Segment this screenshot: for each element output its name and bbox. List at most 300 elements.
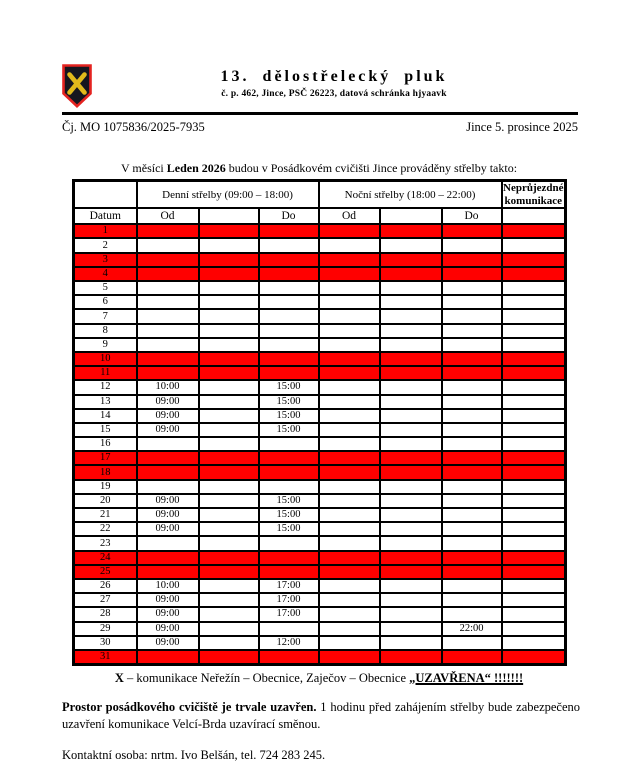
cell-day-od [137, 295, 199, 309]
cell-impassable [502, 551, 566, 565]
intro-sentence [0, 161, 638, 176]
cell-day-od [137, 224, 199, 238]
cell-day-od: 09:00 [137, 622, 199, 636]
cell-impassable [502, 409, 566, 423]
closure-note-rest: 1 hodinu před zahájením střelby bude zabezpečeno uzavření komunikace Velcí-Brda uzavírací směnou. [62, 700, 581, 731]
cell-impassable [502, 522, 566, 536]
cell-impassable [502, 267, 566, 281]
table-group-header-row [74, 181, 566, 209]
schedule-row [74, 465, 566, 479]
cell-day-od [137, 437, 199, 451]
cell-day-od [137, 352, 199, 366]
cell-night-do [442, 650, 502, 665]
cell-night-od [319, 480, 380, 494]
column-header-day-od: Od [137, 208, 199, 224]
cell-day-do: 15:00 [259, 395, 319, 409]
schedule-row [74, 607, 566, 621]
cell-day-do [259, 536, 319, 550]
column-header-impassable-blank [502, 208, 566, 224]
cell-night-do [442, 423, 502, 437]
cell-day-do: 15:00 [259, 380, 319, 394]
cell-night-mid [380, 253, 442, 267]
cell-night-od [319, 423, 380, 437]
cell-day-do: 15:00 [259, 508, 319, 522]
cell-night-do [442, 409, 502, 423]
schedule-row [74, 324, 566, 338]
cell-night-od [319, 465, 380, 479]
cell-day-do: 12:00 [259, 636, 319, 650]
schedule-row [74, 522, 566, 536]
cell-day-mid [199, 338, 259, 352]
cell-day-mid [199, 622, 259, 636]
intro-suffix: budou v Posádkovém cvičišti Jince prováděny střelby takto: [225, 161, 518, 175]
cell-impassable [502, 253, 566, 267]
cell-impassable [502, 451, 566, 465]
schedule-row [74, 253, 566, 267]
cell-night-do [442, 536, 502, 550]
cell-day-od: 09:00 [137, 423, 199, 437]
cell-day-od [137, 309, 199, 323]
cell-day-do [259, 437, 319, 451]
cell-impassable [502, 238, 566, 252]
blank-corner-cell [74, 181, 137, 209]
cell-night-do [442, 437, 502, 451]
cell-day-do: 15:00 [259, 409, 319, 423]
schedule-row [74, 579, 566, 593]
cell-day-mid [199, 309, 259, 323]
cell-night-do [442, 494, 502, 508]
schedule-row [74, 366, 566, 380]
cell-night-od [319, 352, 380, 366]
cell-impassable [502, 508, 566, 522]
cell-day-mid [199, 380, 259, 394]
schedule-row [74, 636, 566, 650]
schedule-row [74, 480, 566, 494]
cell-day-do: 17:00 [259, 593, 319, 607]
cell-night-mid [380, 480, 442, 494]
cell-day-od [137, 465, 199, 479]
cell-night-do [442, 451, 502, 465]
cell-day-od [137, 267, 199, 281]
cell-night-do [442, 338, 502, 352]
cell-day-od [137, 551, 199, 565]
schedule-row [74, 593, 566, 607]
schedule-row [74, 295, 566, 309]
cell-night-mid [380, 437, 442, 451]
cell-night-od [319, 551, 380, 565]
cell-day-do: 17:00 [259, 607, 319, 621]
cell-day-do [259, 224, 319, 238]
cell-day-do [259, 565, 319, 579]
cell-day-do [259, 281, 319, 295]
cell-day-mid [199, 551, 259, 565]
cell-day-do [259, 622, 319, 636]
schedule-row [74, 423, 566, 437]
cell-day-number: 16 [74, 437, 137, 451]
cell-day-mid [199, 579, 259, 593]
cell-day-do [259, 551, 319, 565]
cell-night-od [319, 380, 380, 394]
cell-day-number: 17 [74, 451, 137, 465]
schedule-row [74, 494, 566, 508]
cell-day-od [137, 324, 199, 338]
cell-impassable [502, 281, 566, 295]
column-header-night-mid [380, 208, 442, 224]
cell-day-mid [199, 267, 259, 281]
cell-day-mid [199, 409, 259, 423]
schedule-row [74, 380, 566, 394]
cell-day-number: 1 [74, 224, 137, 238]
cell-night-do [442, 366, 502, 380]
cell-day-od [137, 366, 199, 380]
cell-night-od [319, 522, 380, 536]
cell-day-mid [199, 295, 259, 309]
cell-night-od [319, 607, 380, 621]
cell-night-do [442, 480, 502, 494]
intro-prefix: V měsíci [120, 161, 167, 175]
cell-day-od: 10:00 [137, 380, 199, 394]
cell-night-mid [380, 395, 442, 409]
cell-day-od: 10:00 [137, 579, 199, 593]
cell-impassable [502, 395, 566, 409]
cell-day-number: 9 [74, 338, 137, 352]
cell-day-do [259, 267, 319, 281]
regiment-title: 13. dělostřelecký pluk [220, 68, 448, 85]
cell-night-do [442, 324, 502, 338]
cell-day-mid [199, 366, 259, 380]
cell-day-od [137, 451, 199, 465]
table-body [74, 224, 566, 664]
cell-day-number: 11 [74, 366, 137, 380]
cell-impassable [502, 423, 566, 437]
cell-impassable [502, 380, 566, 394]
cell-night-od [319, 224, 380, 238]
cell-day-number: 21 [74, 508, 137, 522]
cell-night-od [319, 309, 380, 323]
cell-impassable [502, 224, 566, 238]
cell-night-do [442, 395, 502, 409]
cell-day-od [137, 480, 199, 494]
cell-impassable [502, 565, 566, 579]
cell-night-do [442, 551, 502, 565]
place-and-date: Jince 5. prosince 2025 [466, 120, 578, 134]
cell-day-od: 09:00 [137, 395, 199, 409]
cell-night-mid [380, 508, 442, 522]
cell-day-od [137, 253, 199, 267]
impassable-roads-header: Neprůjezdné komunikace [503, 182, 564, 207]
cell-day-do: 17:00 [259, 579, 319, 593]
cell-day-number: 20 [74, 494, 137, 508]
cell-night-mid [380, 267, 442, 281]
schedule-row [74, 622, 566, 636]
schedule-row [74, 551, 566, 565]
cell-night-mid [380, 494, 442, 508]
cell-impassable [502, 622, 566, 636]
cell-day-number: 30 [74, 636, 137, 650]
schedule-row [74, 395, 566, 409]
cell-night-do [442, 309, 502, 323]
schedule-row [74, 309, 566, 323]
cell-impassable [502, 366, 566, 380]
regiment-address: č. p. 462, Jince, PSČ 26223, datová schránka hjyaavk [221, 89, 447, 99]
cell-night-od [319, 622, 380, 636]
cell-day-do [259, 238, 319, 252]
schedule-row [74, 224, 566, 238]
cell-impassable [502, 636, 566, 650]
cell-day-mid [199, 494, 259, 508]
cell-day-mid [199, 395, 259, 409]
cell-impassable [502, 352, 566, 366]
cell-impassable [502, 338, 566, 352]
contact-line: Kontaktní osoba: nrtm. Ivo Belšán, tel. 724 283 245. [62, 748, 326, 762]
cell-day-od: 09:00 [137, 409, 199, 423]
cell-day-number: 6 [74, 295, 137, 309]
cell-night-do [442, 522, 502, 536]
cell-impassable [502, 536, 566, 550]
cell-night-do [442, 281, 502, 295]
cell-day-od [137, 338, 199, 352]
cell-night-do [442, 267, 502, 281]
cell-day-number: 18 [74, 465, 137, 479]
cell-night-mid [380, 295, 442, 309]
schedule-row [74, 281, 566, 295]
cell-day-mid [199, 480, 259, 494]
cell-night-do [442, 238, 502, 252]
cell-night-do [442, 607, 502, 621]
cell-night-mid [380, 224, 442, 238]
cell-night-od [319, 579, 380, 593]
schedule-row [74, 437, 566, 451]
cell-day-mid [199, 423, 259, 437]
cell-impassable [502, 650, 566, 665]
cell-night-mid [380, 352, 442, 366]
cell-night-od [319, 366, 380, 380]
reference-line [62, 120, 578, 135]
cell-night-mid [380, 551, 442, 565]
cell-day-do: 15:00 [259, 423, 319, 437]
cell-day-do [259, 338, 319, 352]
cell-day-number: 28 [74, 607, 137, 621]
cell-night-do [442, 565, 502, 579]
cell-day-mid [199, 636, 259, 650]
cell-day-number: 19 [74, 480, 137, 494]
cell-night-mid [380, 380, 442, 394]
cell-day-od: 09:00 [137, 494, 199, 508]
cell-day-mid [199, 593, 259, 607]
cell-impassable [502, 465, 566, 479]
cell-impassable [502, 324, 566, 338]
cell-night-mid [380, 281, 442, 295]
intro-month: Leden 2026 [166, 161, 226, 175]
letterhead [70, 68, 598, 99]
cell-day-mid [199, 224, 259, 238]
cell-day-do [259, 366, 319, 380]
cell-day-number: 14 [74, 409, 137, 423]
cell-day-number: 29 [74, 622, 137, 636]
cell-impassable [502, 295, 566, 309]
cell-day-od [137, 565, 199, 579]
cell-day-mid [199, 238, 259, 252]
cell-day-number: 4 [74, 267, 137, 281]
shooting-schedule-table [72, 179, 567, 666]
cell-night-do [442, 579, 502, 593]
night-shooting-group-header: Noční střelby (18:00 – 22:00) [319, 181, 502, 209]
cell-day-number: 12 [74, 380, 137, 394]
schedule-row [74, 508, 566, 522]
cell-day-mid [199, 352, 259, 366]
cell-day-mid [199, 565, 259, 579]
schedule-row [74, 338, 566, 352]
cell-day-mid [199, 650, 259, 665]
cell-day-do: 15:00 [259, 522, 319, 536]
cell-day-do [259, 295, 319, 309]
cell-impassable [502, 579, 566, 593]
column-header-datum: Datum [74, 208, 137, 224]
cell-night-od [319, 409, 380, 423]
cell-night-mid [380, 238, 442, 252]
cell-impassable [502, 593, 566, 607]
cell-day-number: 24 [74, 551, 137, 565]
cell-night-mid [380, 522, 442, 536]
cell-night-od [319, 295, 380, 309]
cell-day-do [259, 324, 319, 338]
cell-day-od [137, 536, 199, 550]
x-legend-line [0, 671, 638, 686]
schedule-row [74, 409, 566, 423]
cell-day-number: 27 [74, 593, 137, 607]
cell-night-od [319, 593, 380, 607]
schedule-row [74, 352, 566, 366]
cell-night-mid [380, 309, 442, 323]
cell-night-od [319, 437, 380, 451]
cell-night-mid [380, 366, 442, 380]
cell-impassable [502, 494, 566, 508]
cell-night-do [442, 224, 502, 238]
cell-day-number: 13 [74, 395, 137, 409]
cell-night-do [442, 253, 502, 267]
cell-day-mid [199, 281, 259, 295]
cell-night-mid [380, 565, 442, 579]
cell-day-od: 09:00 [137, 636, 199, 650]
cell-night-od [319, 395, 380, 409]
column-header-day-mid [199, 208, 259, 224]
cell-day-od [137, 238, 199, 252]
cell-night-do [442, 593, 502, 607]
cell-impassable [502, 480, 566, 494]
cell-day-do [259, 480, 319, 494]
cell-night-od [319, 494, 380, 508]
schedule-row [74, 451, 566, 465]
cell-night-mid [380, 338, 442, 352]
cell-night-mid [380, 593, 442, 607]
cell-night-mid [380, 536, 442, 550]
cell-night-mid [380, 622, 442, 636]
cell-night-mid [380, 451, 442, 465]
cell-day-number: 31 [74, 650, 137, 665]
day-shooting-group-header: Denní střelby (09:00 – 18:00) [137, 181, 319, 209]
cell-day-number: 23 [74, 536, 137, 550]
cell-day-number: 3 [74, 253, 137, 267]
cell-day-do [259, 309, 319, 323]
table-column-header-row [74, 208, 566, 224]
cell-night-od [319, 267, 380, 281]
cell-day-number: 26 [74, 579, 137, 593]
cell-day-do [259, 451, 319, 465]
cell-impassable [502, 607, 566, 621]
cell-night-od [319, 650, 380, 665]
cell-night-do [442, 636, 502, 650]
cell-day-number: 7 [74, 309, 137, 323]
cell-night-do [442, 295, 502, 309]
cell-night-do [442, 508, 502, 522]
cell-night-mid [380, 607, 442, 621]
cell-night-do: 22:00 [442, 622, 502, 636]
cell-day-mid [199, 522, 259, 536]
cell-night-do [442, 380, 502, 394]
cell-day-do [259, 253, 319, 267]
cell-day-od: 09:00 [137, 508, 199, 522]
cell-night-od [319, 253, 380, 267]
cell-night-od [319, 238, 380, 252]
cell-night-mid [380, 409, 442, 423]
cell-day-mid [199, 437, 259, 451]
cell-night-od [319, 281, 380, 295]
cell-day-do [259, 650, 319, 665]
cell-night-od [319, 508, 380, 522]
cell-impassable [502, 437, 566, 451]
schedule-row [74, 650, 566, 665]
cell-day-mid [199, 253, 259, 267]
cell-night-od [319, 636, 380, 650]
cell-day-number: 15 [74, 423, 137, 437]
header-divider [62, 112, 578, 115]
column-header-night-od: Od [319, 208, 380, 224]
cell-night-od [319, 565, 380, 579]
cell-night-mid [380, 324, 442, 338]
cell-day-mid [199, 508, 259, 522]
cell-day-od: 09:00 [137, 522, 199, 536]
closure-note-bold: Prostor posádkového cvičiště je trvale uzavřen. [62, 700, 317, 714]
cell-night-mid [380, 636, 442, 650]
cell-night-do [442, 465, 502, 479]
cell-day-number: 2 [74, 238, 137, 252]
reference-number: Čj. MO 1075836/2025-7935 [62, 120, 205, 134]
cell-impassable [502, 309, 566, 323]
cell-day-od: 09:00 [137, 607, 199, 621]
schedule-row [74, 238, 566, 252]
schedule-row [74, 267, 566, 281]
closure-note [62, 699, 580, 732]
cell-night-od [319, 536, 380, 550]
schedule-row [74, 565, 566, 579]
cell-day-od [137, 650, 199, 665]
cell-day-mid [199, 607, 259, 621]
cell-night-do [442, 352, 502, 366]
cell-day-do [259, 465, 319, 479]
cell-day-number: 10 [74, 352, 137, 366]
cell-day-number: 22 [74, 522, 137, 536]
cell-day-do [259, 352, 319, 366]
column-header-night-do: Do [442, 208, 502, 224]
cell-day-od: 09:00 [137, 593, 199, 607]
x-symbol: X [114, 671, 124, 685]
cell-day-number: 5 [74, 281, 137, 295]
schedule-row [74, 536, 566, 550]
cell-day-mid [199, 465, 259, 479]
x-legend-text: – komunikace Neřežín – Obecnice, Zaječov – Obecnice [123, 671, 410, 685]
cell-night-od [319, 338, 380, 352]
cell-night-mid [380, 650, 442, 665]
